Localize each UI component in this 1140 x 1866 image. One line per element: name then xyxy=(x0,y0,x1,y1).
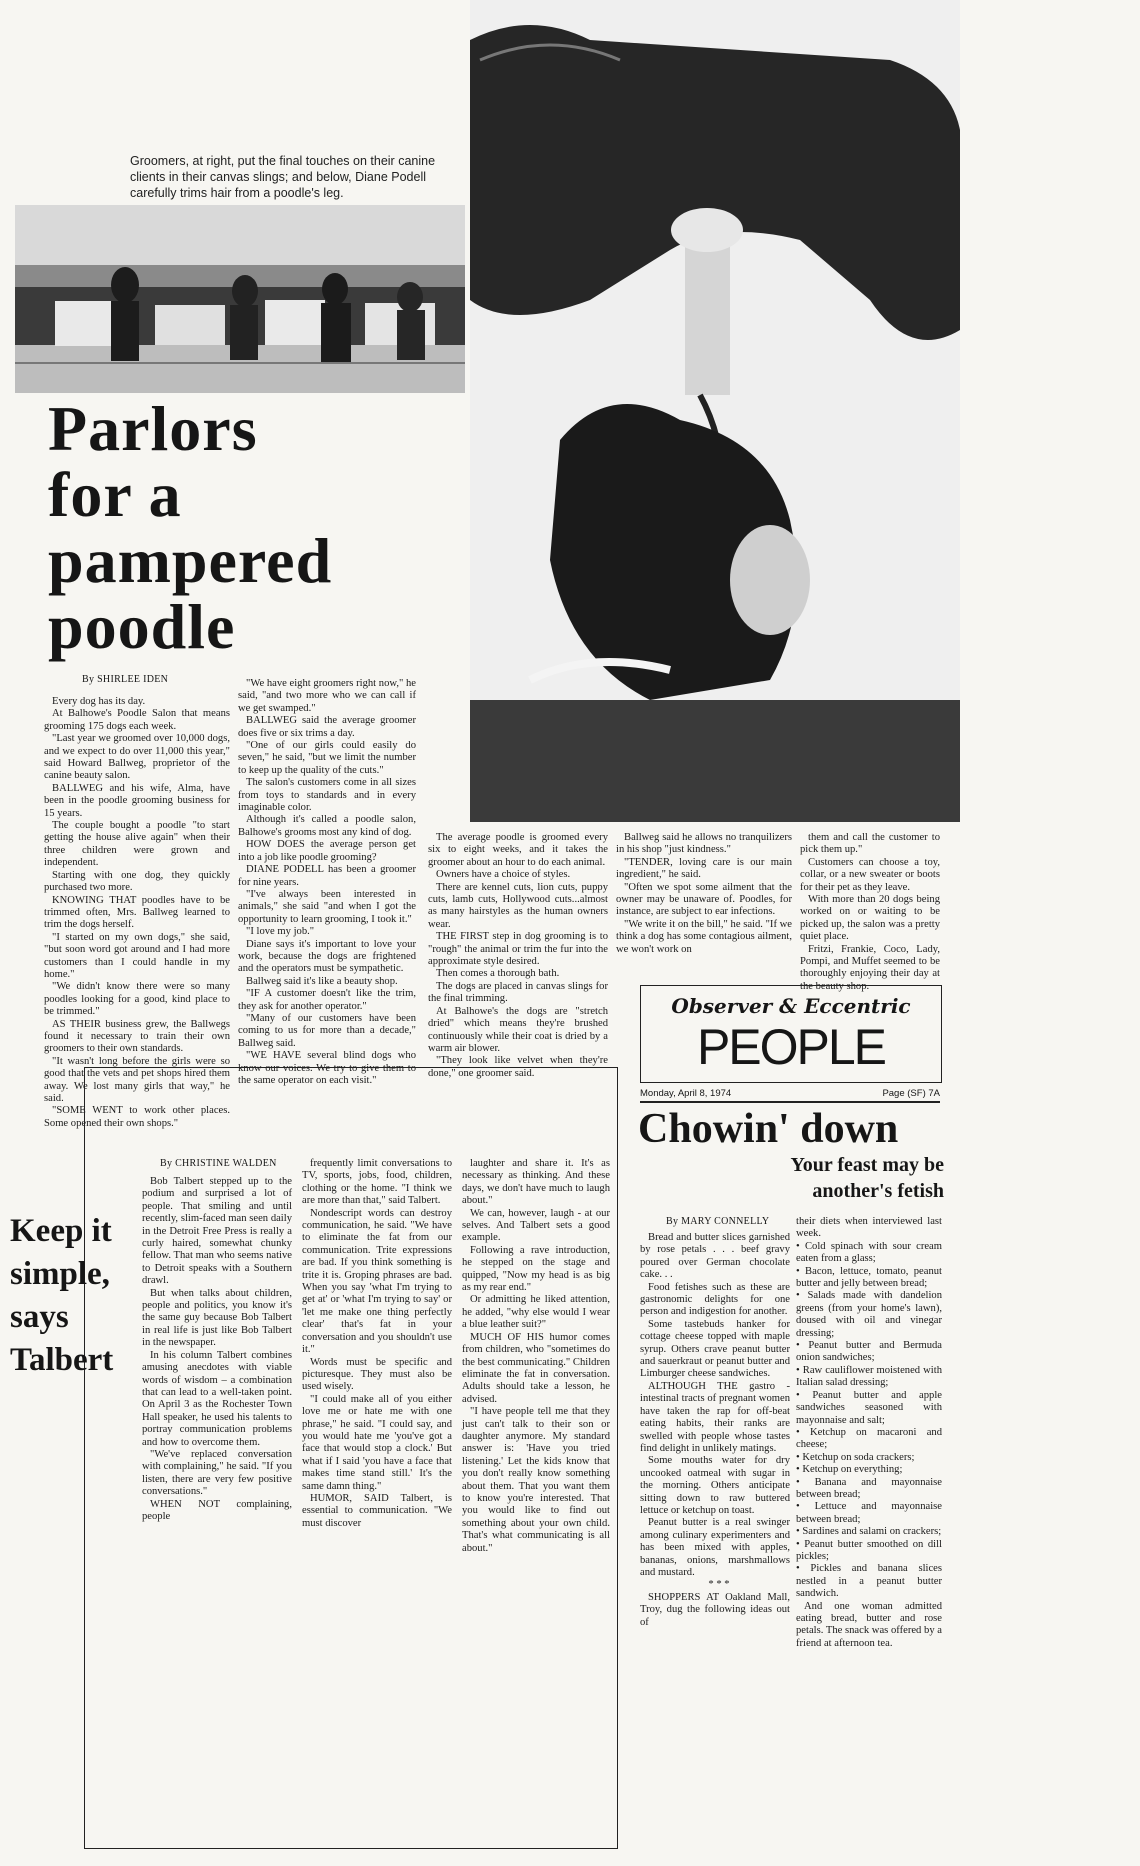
paragraph: "I have people tell me that they just can't talk to their son or daughter anymore. My standard answer is: 'Have you tried listening.' Let the kids know that you don't really know something about them. That you want them to know you're interested. That you would like to find out something about your own child. That's what communicating is all about." xyxy=(462,1406,610,1554)
main-col-2 xyxy=(238,678,416,1087)
paragraph: Food fetishes such as these are gastronomic delights for one person and indigestion for another. xyxy=(640,1281,790,1318)
list-item: • Raw cauliflower moistened with Italian salad dressing; xyxy=(796,1364,942,1389)
paragraph: "Often we spot some ailment that the owner may be unaware of. Poodles, for instance, are subject to ear infections. xyxy=(616,881,792,918)
main-byline: By SHIRLEE IDEN xyxy=(82,674,169,685)
talbert-headline xyxy=(10,1210,128,1382)
page-number: Page (SF) 7A xyxy=(882,1088,940,1099)
headline-line: Keep it xyxy=(10,1213,112,1249)
paragraph: Bob Talbert stepped up to the podium and surprised a lot of people. That smiling and until recently, slim-faced man seen daily in the Detroit Free Press is really a curly haired, somewhat chunky fellow. That man who seems native to Detroit speaks with a Southern drawl. xyxy=(142,1176,292,1287)
chowin-col-1 xyxy=(640,1232,790,1629)
paragraph: "One of our girls could easily do seven," he said, "but we limit the number to keep up the quality of the cuts." xyxy=(238,740,416,776)
paragraph: "WE HAVE several blind dogs who know our voices. We try to give them to the same operator on each visit." xyxy=(238,1050,416,1086)
paragraph: In his column Talbert combines amusing anecdotes with viable words of wisdom – a combination that can lead to a well-taken point. On April 3 as the Rochester Town Hall speaker, he used his talents to portray communication problems and how to overcome them. xyxy=(142,1349,292,1448)
paragraph: Bread and butter slices garnished by rose petals . . . beef gravy poured over German chocolate cake. . . xyxy=(640,1232,790,1281)
paragraph: But when talks about children, people and politics, you know it's the same guy because Bob Talbert in real life is just like Bob Talbert in the newspaper. xyxy=(142,1287,292,1349)
headline-line: says xyxy=(10,1299,69,1335)
paragraph: WHEN NOT complaining, people xyxy=(142,1498,292,1522)
list-item: • Banana and mayonnaise between bread; xyxy=(796,1476,942,1500)
list-item: • Peanut butter and Bermuda onion sandwiches; xyxy=(796,1340,942,1364)
paragraph: The dogs are placed in canvas slings for the final trimming. xyxy=(428,980,608,1005)
poodle-groomer-graphic xyxy=(470,0,960,822)
talbert-col-1 xyxy=(142,1176,292,1523)
paragraph: laughter and share it. It's as necessary as thinking. And these days, we don't have much to laugh about." xyxy=(462,1158,610,1207)
list-item: • Peanut butter and apple sandwiches seasoned with mayonnaise and salt; xyxy=(796,1389,942,1426)
paragraph: The salon's customers come in all sizes from toys to standards and in every imaginable color. xyxy=(238,777,416,814)
paragraph: BALLWEG said the average groomer does five or six trims a day. xyxy=(238,715,416,739)
paragraph: "We have eight groomers right now," he said, "and two more who we can call if we get swamped." xyxy=(238,678,416,714)
paragraph: Some mouths water for dry uncooked oatmeal with sugar in the morning. Others anticipate sitting down to raw buttered lettuce or ketchup on toast. xyxy=(640,1455,790,1516)
headline-line: pampered xyxy=(48,525,333,596)
paragraph: Fritzi, Frankie, Coco, Lady, Pompi, and Muffet seemed to be thoroughly enjoying their day at the beauty shop. xyxy=(800,943,940,992)
headline-line: Talbert xyxy=(10,1342,114,1378)
paragraph: "They look like velvet when they're done," one groomer said. xyxy=(428,1055,608,1079)
list-item: • Ketchup on everything; xyxy=(796,1464,903,1476)
paragraph: "Last year we groomed over 10,000 dogs, and we expect to do over 11,000 this year," said Howard Ballweg, proprietor of the canine beauty salon. xyxy=(44,733,230,782)
list-item: • Bacon, lettuce, tomato, peanut butter and jelly between bread; xyxy=(796,1265,942,1290)
paragraph: "I've always been interested in animals," she said "and when I got the opportunity to learn grooming, I took it." xyxy=(238,888,416,925)
paragraph: Peanut butter is a real swinger among culinary experimenters and has been mixed with apples, bananas, onions, marshmallows and mustard. xyxy=(640,1517,790,1578)
paragraph: AS THEIR business grew, the Ballwegs found it necessary to train their own groomers to their own standards. xyxy=(44,1018,230,1055)
paragraph: Customers can choose a toy, collar, or a new sweater or boots for their pet as they leave. xyxy=(800,856,940,893)
paragraph: There are kennel cuts, lion cuts, puppy cuts, lamb cuts, Hollywood cuts...almost as many hairstyles as the human owners wear. xyxy=(428,881,608,930)
paragraph: "I could make all of you either love me or hate me with one phrase," he said. "I could say, and you would hate me 'you've got a face that would stop a clock.' But what if I said 'you have a face that makes time stand still.' It's the same damn thing." xyxy=(302,1393,452,1492)
paragraph: ALTHOUGH THE gastro - intestinal tracts of pregnant women have taken the rap for off-beat eating habits, their ranks are swelled with people whose tastes find delight in unlikely matings. xyxy=(640,1380,790,1454)
subhead-line: another's fetish xyxy=(812,1180,944,1202)
paragraph: KNOWING THAT poodles have to be trimmed often, Mrs. Ballweg learned to trim the dogs herself. xyxy=(44,894,230,931)
paragraph: them and call the customer to pick them up." xyxy=(800,832,940,856)
food-list xyxy=(796,1241,942,1601)
paragraph: "It wasn't long before the girls were so good that the vets and pet shops hired them away. We lost many girls that way," he said. xyxy=(44,1055,230,1104)
paragraph: Ballweg said he allows no tranquilizers in his shop "just kindness." xyxy=(616,832,792,856)
groomers-photo xyxy=(15,205,465,393)
photo-caption: Groomers, at right, put the final touches on their canine clients in their canvas slings; and below, Diane Podell carefully trims hair from a poodle's leg. xyxy=(130,154,436,200)
list-item: • Lettuce and mayonnaise between bread; xyxy=(796,1501,942,1525)
headline-line: simple, xyxy=(10,1256,110,1292)
paragraph: "I love my job." xyxy=(246,926,315,938)
paragraph: With more than 20 dogs being worked on or waiting to be picked up, the salon was a pretty quiet place. xyxy=(800,894,940,943)
main-headline xyxy=(48,393,428,662)
paragraph: And one woman admitted eating bread, butter and rose petals. The snack was offered by a friend at afternoon tea. xyxy=(796,1600,942,1649)
list-item: • Ketchup on macaroni and cheese; xyxy=(796,1426,942,1451)
paragraph: BALLWEG and his wife, Alma, have been in the poodle grooming business for 15 years. xyxy=(44,782,230,819)
paragraph: "We write it on the bill," he said. "If we think a dog has some contagious ailment, we won't work on xyxy=(616,918,792,955)
paragraph: Following a rave introduction, he stepped on the stage and quipped, "Now my head is as big as my rear end." xyxy=(462,1244,610,1294)
paragraph: "TENDER, loving care is our main ingredient," he said. xyxy=(616,856,792,881)
headline-line: poodle xyxy=(48,591,236,662)
list-item: • Sardines and salami on crackers; xyxy=(796,1526,942,1538)
talbert-col-3 xyxy=(462,1158,610,1555)
poodle-groomer-photo xyxy=(470,0,960,822)
paragraph: Ballweg said it's like a beauty shop. xyxy=(246,975,398,987)
section-title: PEOPLE xyxy=(696,1019,886,1075)
main-col-1 xyxy=(44,696,230,1130)
paragraph: "SOME WENT to work other places. Some opened their own shops." xyxy=(44,1105,230,1129)
paragraph: frequently limit conversations to TV, sports, jobs, food, children, clothing or the home. "I think we are more than that," said Talbert. xyxy=(302,1158,452,1207)
chowin-subhead xyxy=(700,1152,944,1204)
paragraph: The average poodle is groomed every six to eight weeks, and it takes the groomer about an hour to do each animal. xyxy=(428,832,608,868)
issue-date: Monday, April 8, 1974 xyxy=(640,1088,732,1099)
paragraph: * * * xyxy=(708,1579,730,1591)
paragraph: "We've replaced conversation with complaining," he said. "If you listen, there are very few positive conversations." xyxy=(142,1448,292,1498)
paragraph: Diane says it's important to love your work, because the dogs are frightened and the operators must be sympathetic. xyxy=(238,938,416,975)
paragraph: Words must be specific and picturesque. They must also be used wisely. xyxy=(302,1356,452,1393)
paragraph: Some tastebuds hanker for cottage cheese topped with maple syrup. Others crave peanut butter and sauerkraut or peanut butter and Limburger cheese sandwiches. xyxy=(640,1318,790,1380)
paragraph: Although it's called a poodle salon, Balhowe's grooms most any kind of dog. xyxy=(238,814,416,838)
paragraph: Owners have a choice of styles. xyxy=(436,869,571,881)
paragraph: At Balhowe's the dogs are "stretch dried" which means they're brushed continuously while their coat is dried by a warm air blower. xyxy=(428,1005,608,1054)
paragraph: Every dog has its day. xyxy=(52,696,146,707)
paragraph: MUCH OF HIS humor comes from children, who "sometimes do the best communicating." Children eliminate the fat in conversation. Adults should take a lesson, he advised. xyxy=(462,1331,610,1405)
section-header-box xyxy=(640,985,942,1083)
paragraph: HUMOR, SAID Talbert, is essential to communication. "We must discover xyxy=(302,1492,452,1529)
paragraph: HOW DOES the average person get into a job like poodle grooming? xyxy=(238,839,416,863)
paragraph: Starting with one dog, they quickly purchased two more. xyxy=(44,869,230,894)
list-item: • Pickles and banana slices nestled in a peanut butter sandwich. xyxy=(796,1563,942,1600)
paragraph: Or admitting he liked attention, he added, "why else would I wear a blue leather suit?" xyxy=(462,1294,610,1331)
paragraph: "IF A customer doesn't like the trim, they ask for another operator." xyxy=(238,988,416,1012)
chowin-byline: By MARY CONNELLY xyxy=(666,1216,770,1227)
headline-line: Parlors xyxy=(48,393,258,464)
talbert-byline: By CHRISTINE WALDEN xyxy=(160,1158,277,1169)
groomers-photo-graphic xyxy=(15,205,465,393)
paragraph: their diets when interviewed last week. xyxy=(796,1216,942,1240)
paragraph: THE FIRST step in dog grooming is to "rough" the animal or trim the fur into the approximate style desired. xyxy=(428,931,608,968)
paragraph: DIANE PODELL has been a groomer for nine years. xyxy=(238,864,416,888)
paragraph: "Many of our customers have been coming to us for more than a decade," Ballweg said. xyxy=(238,1012,416,1049)
paragraph: Nondescript words can destroy communication, he said. "We have to eliminate the fat from our communication. Trite expressions are bad. If you think something is trite it is. Groping phrases are bad. When you say 'what I'm trying to get at' or 'what I'm trying to say' or 'let me make one thing perfectly clear' that's fat in your conversation and you shouldn't use it." xyxy=(302,1207,452,1356)
headline-line: for a xyxy=(48,459,182,530)
paragraph: SHOPPERS AT Oakland Mall, Troy, dug the following ideas out of xyxy=(640,1591,790,1628)
list-item: • Cold spinach with sour cream eaten from a glass; xyxy=(796,1240,942,1265)
list-item: • Salads made with dandelion greens (from your home's lawn), doused with oil and vinegar dressing; xyxy=(796,1290,942,1339)
list-item: • Ketchup on soda crackers; xyxy=(796,1451,915,1463)
list-item: • Peanut butter smoothed on dill pickles; xyxy=(796,1538,942,1562)
paragraph: "I started on my own dogs," she said, "but soon word got around and I had more customers than I could handle in my home." xyxy=(44,931,230,980)
chowin-col-2 xyxy=(796,1216,942,1650)
paragraph: The couple bought a poodle "to start getting the house alive again" when their three children were grown and independent. xyxy=(44,820,230,869)
main-col-5 xyxy=(800,832,940,993)
paragraph: "We didn't know there were so many poodles looking for a good, kind place to be trimmed." xyxy=(44,981,230,1018)
masthead: Observer & Eccentric xyxy=(671,994,911,1018)
paragraph: Then comes a thorough bath. xyxy=(436,968,560,980)
paragraph: At Balhowe's Poodle Salon that means grooming 175 dogs each week. xyxy=(44,708,230,732)
chowin-headline: Chowin' down xyxy=(638,1106,899,1152)
talbert-col-2 xyxy=(302,1158,452,1530)
main-col-4 xyxy=(616,832,792,956)
paragraph: We can, however, laugh - at our selves. And Talbert sets a good example. xyxy=(462,1207,610,1244)
main-col-3 xyxy=(428,832,608,1080)
subhead-line: Your feast may be xyxy=(790,1154,944,1176)
